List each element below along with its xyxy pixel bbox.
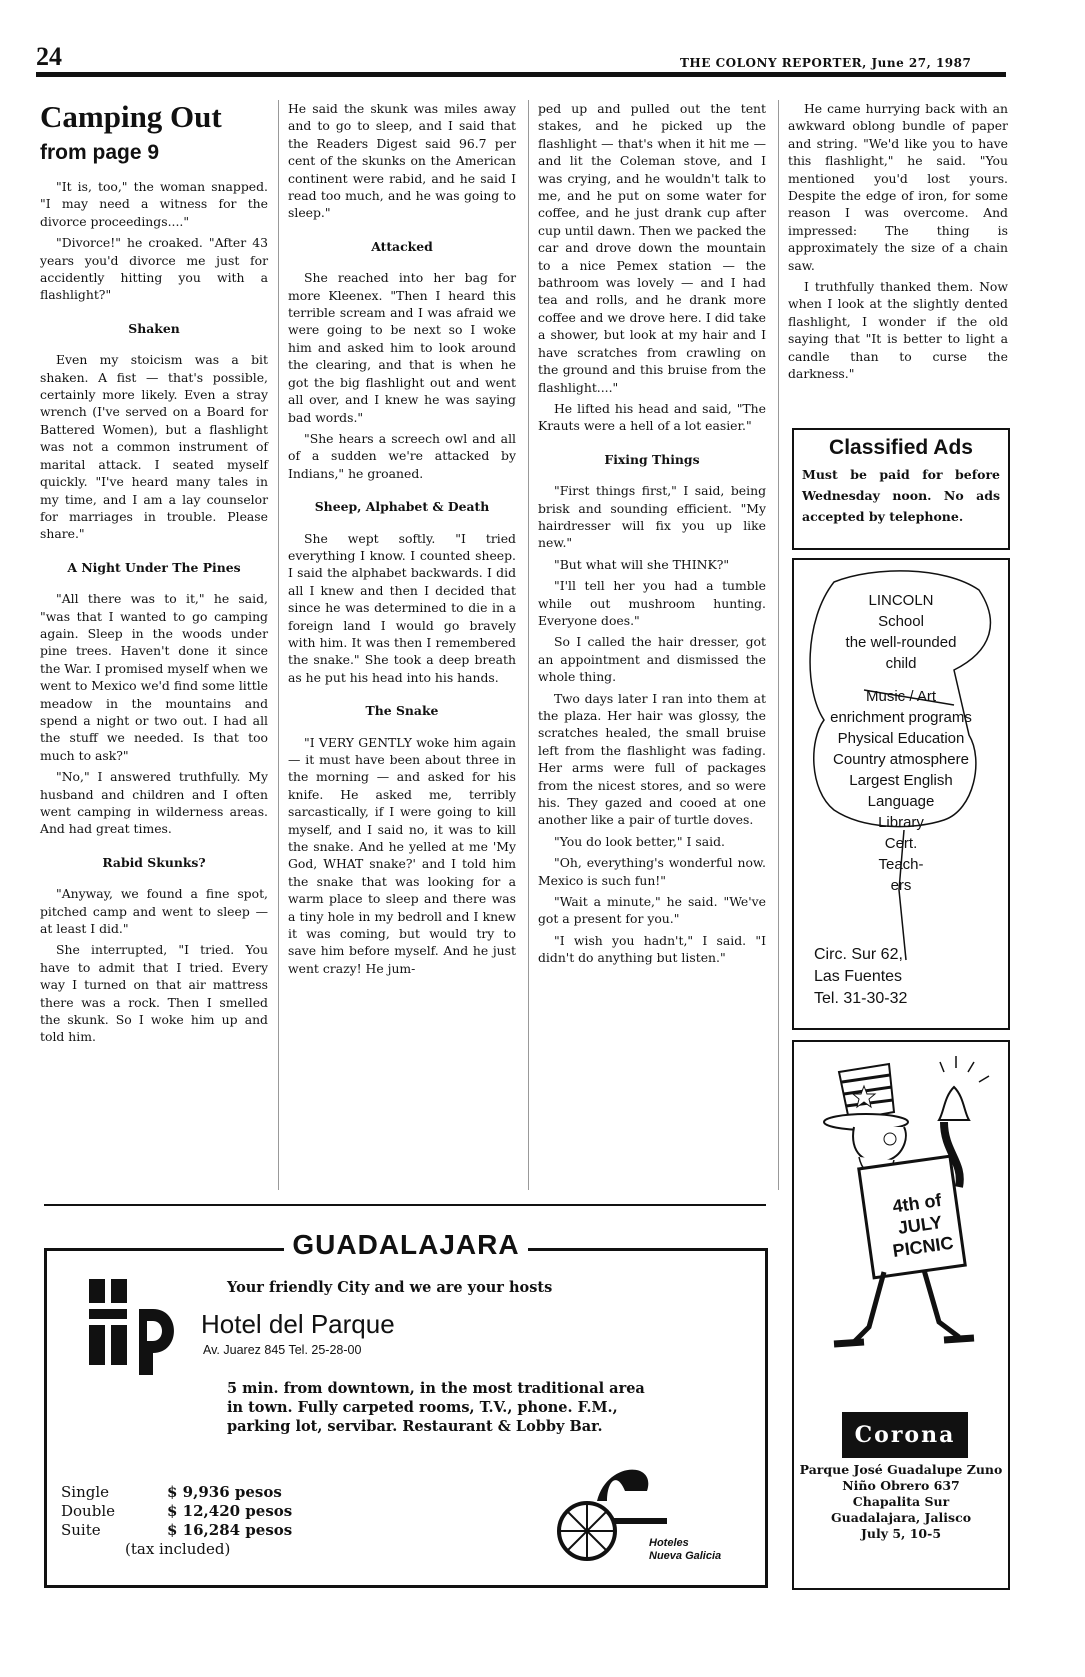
article-column-2	[288, 100, 516, 981]
header-rule	[36, 72, 1006, 77]
picnic-sign: 4th of JULY PICNIC	[891, 1189, 955, 1261]
paragraph: ped up and pulled out the tent stakes, and he picked up the flashlight — that's when it hit me — and lit the Coleman stove, and I was crying, and he wouldn't talk to me, and he put on some water for coffee, and he just drank cup after cup until dawn. Then we packed the car and drove down the mountain to a nice Pemex station — the bathroom was lovely — and I had tea and rolls, and he drank more coffee and we drove here. I did take a shower, but look at my hair and I have scratches from crawling on the ground and this bruise from the flashlight...."	[538, 101, 767, 395]
lincoln-feature: Language	[867, 793, 935, 810]
classified-ads-box	[792, 428, 1010, 550]
paragraph: He said the skunk was miles away and to go to sleep, and I said that the Readers Digest said 96.7 per cent of the skunks on the American continent were rabid, and he said I read too much, and he was going to sleep."	[288, 101, 516, 221]
classified-title: Classified Ads	[829, 436, 973, 459]
column-divider	[528, 100, 529, 1190]
paragraph: "It is, too," the woman snapped. "I may need a witness for the divorce proceedings...."	[40, 179, 268, 229]
article-headline: Camping Out	[40, 99, 222, 134]
paragraph: She reached into her bag for more Kleenex. "Then I heard this terrible scream and I was afraid we were going to be next so I woke him and asked him to look around the clearing, and that is when he got the big flashlight out and went all over, and I knew he was saying bad words."	[288, 270, 516, 425]
lincoln-name: LINCOLN	[868, 592, 934, 609]
ad-separator	[44, 1204, 766, 1206]
paragraph: Two days later I ran into them at the plaza. Her hair was glossy, the scratches healed, the small bruise left from the flashlight was fading. Her arms were full of packages from the nicest stores, and so were his. They gazed and cooed at one another like a pair of turtle doves.	[538, 690, 766, 828]
lincoln-feature: enrichment programs	[830, 709, 972, 726]
rate-price: $ 12,420 pesos	[167, 1502, 293, 1520]
hotel-ad-title: GUADALAJARA	[284, 1229, 527, 1260]
paragraph: "Divorce!" he croaked. "After 43 years you'd divorce me just for accidently hitting you with a flashlight?"	[40, 235, 268, 303]
lincoln-feature: Largest English	[849, 772, 953, 789]
article-column-1	[40, 100, 268, 1050]
lincoln-feature: ers	[890, 877, 912, 894]
subhead-fixing: Fixing Things	[604, 451, 700, 467]
paragraph: She wept softly. "I tried everything I know. I counted sheep. I said the alphabet backwards. I did all I knew and then I decided that since he was determined to die in a foreign land I would go bravely with him. It was then I remembered the snake." She took a deep breath as he put his head into his hands.	[288, 530, 516, 685]
paragraph: "Anyway, we found a fine spot, pitched camp and went to sleep — at least I did."	[40, 886, 268, 937]
paragraph: "You do look better," I said.	[554, 833, 725, 849]
paragraph: He lifted his head and said, "The Krauts were a hell of a lot easier."	[538, 400, 766, 434]
hotel-description: 5 min. from downtown, in the most traditional area in town. Fully carpeted rooms, T.V., phone. F.M., parking lot, servibar. Restaurant & Lobby Bar.	[227, 1380, 645, 1435]
rate-row	[61, 1521, 292, 1540]
picnic-place: Parque José Guadalupe Zuno	[799, 1462, 1003, 1477]
paragraph: "No," I answered truthfully. My husband and children and I often went camping in wilderness areas. And had great times.	[40, 769, 268, 837]
rate-price: $ 9,936 pesos	[167, 1483, 282, 1501]
classified-body: Must be paid for before Wednesday noon. No ads accepted by telephone.	[802, 467, 1000, 524]
subhead-rabid: Rabid Skunks?	[102, 854, 206, 870]
rate-label: Double	[61, 1502, 115, 1520]
hotel-group-line1: Hoteles	[649, 1537, 689, 1549]
lincoln-feature: Country atmosphere	[833, 751, 969, 768]
rate-label: Single	[61, 1483, 110, 1501]
subhead-snake: The Snake	[365, 703, 439, 719]
lincoln-tagline: the well-rounded	[845, 634, 957, 651]
article-continuation: from page 9	[40, 141, 160, 164]
lincoln-phone: Tel. 31-30-32	[814, 990, 908, 1007]
lincoln-feature: Cert.	[884, 835, 918, 852]
paragraph: She interrupted, "I tried. You have to admit that I tried. Every way I turned on that air mattress there was a rock. Then I smelled the skunk. So I woke him up and told him.	[40, 942, 268, 1045]
article-column-3	[538, 100, 766, 971]
hotel-logo-icon	[81, 1275, 191, 1385]
tax-note: (tax included)	[125, 1540, 231, 1558]
picnic-street: Niño Obrero 637	[842, 1478, 960, 1493]
hotel-group-line2: Nueva Galicia	[649, 1550, 722, 1562]
lincoln-feature: Physical Education	[837, 730, 965, 747]
picnic-area: Chapalita Sur	[852, 1494, 950, 1509]
rate-price: $ 16,284 pesos	[167, 1521, 293, 1539]
lincoln-tagline-2: child	[885, 655, 917, 672]
article-column-4	[788, 100, 1008, 387]
page-number: 24	[36, 42, 62, 71]
paragraph: "But what will she THINK?"	[554, 556, 730, 572]
picnic-date: July 5, 10-5	[860, 1526, 942, 1541]
column-divider	[778, 100, 779, 1190]
hotel-address: Av. Juarez 845 Tel. 25-28-00	[203, 1343, 362, 1357]
paragraph: "I VERY GENTLY woke him again — it must have been about three in the morning — and asked for his knife. He asked me, terribly sarcastically, if I were going to kill myself, and I said no, it was to kill the snake. And he yelled at me 'My God, WHAT snake?' and I told him the snake that was looking for a warm place to sleep and there was a tiny hole in my bedroll and I knew it was coming, but would try to save him before myself. And he just went crazy! He jum-	[288, 734, 516, 976]
paragraph: He came hurrying back with an awkward oblong bundle of paper and string. "We'd like you to have this flashlight," he said. "You mentioned you'd lost yours. Despite the edge of iron, for some reason I was overcome. And impressed: The thing is approximately the size of a chain saw.	[788, 101, 1008, 273]
lincoln-feature: Music / Art	[865, 688, 936, 705]
lincoln-feature: Library	[878, 814, 924, 831]
subhead-shaken: Shaken	[128, 320, 180, 336]
corona-logo: Corona	[842, 1412, 968, 1458]
lincoln-school: School	[878, 613, 924, 630]
paragraph: "Oh, everything's wonderful now. Mexico is such fun!"	[538, 855, 766, 888]
subhead-attacked: Attacked	[371, 238, 433, 254]
paragraph: "First things first," I said, being brisk and sounding efficient. "My hairdresser will fix you up like new."	[538, 483, 766, 551]
paragraph: "She hears a screech owl and all of a sudden we're attacked by Indians," he groaned.	[288, 430, 516, 481]
subhead-sheep: Sheep, Alphabet & Death	[314, 499, 490, 515]
hotel-name: Hotel del Parque	[201, 1309, 395, 1339]
lincoln-address-2: Las Fuentes	[814, 968, 903, 985]
picnic-ad	[792, 1040, 1010, 1590]
paragraph: "Wait a minute," he said. "We've got a present for you."	[538, 894, 766, 927]
hotel-tagline: Your friendly City and we are your hosts	[227, 1279, 553, 1296]
paragraph: So I called the hair dresser, got an appointment and dismissed the whole thing.	[538, 634, 766, 685]
paragraph: "All there was to it," he said, "was that I wanted to go camping again. Sleep in the woods under pine trees. Haven't done it since the War. I promised myself when we went to Mexico we'd find some little meadow in the mountains and spend a night or two out. I had all the stuff we needed. Is that too much to ask?"	[40, 591, 268, 763]
paragraph: Even my stoicism was a bit shaken. A fist — that's possible, certainly more likely. Even a stray wrench (I've served on a Board for Battered Women), but a flashlight was not a common instrument of marital attack. I seated myself quickly. "I've heard many tales in my time, and I am a lay counselor for marriages in trouble. Please share."	[40, 352, 268, 542]
rate-row	[61, 1502, 292, 1521]
subhead-night: A Night Under The Pines	[67, 559, 241, 575]
rate-row	[61, 1483, 292, 1502]
masthead: THE COLONY REPORTER, June 27, 1987	[680, 56, 972, 70]
rate-label: Suite	[61, 1521, 101, 1539]
lincoln-school-ad	[792, 558, 1010, 1030]
lincoln-feature: Teach-	[878, 856, 924, 873]
hotel-ad	[44, 1229, 768, 1588]
picnic-city: Guadalajara, Jalisco	[830, 1510, 972, 1525]
paragraph: I truthfully thanked them. Now when I look at the slightly dented flashlight, I wonder if the old saying that "It is better to light a candle than to curse the darkness."	[788, 279, 1008, 382]
lincoln-address: Circ. Sur 62,	[814, 946, 903, 963]
paragraph: "I wish you hadn't," I said. "I didn't do anything but listen."	[538, 932, 766, 966]
paragraph: "I'll tell her you had a tumble while out mushroom hunting. Everyone does."	[538, 578, 766, 628]
column-divider	[278, 100, 279, 1190]
